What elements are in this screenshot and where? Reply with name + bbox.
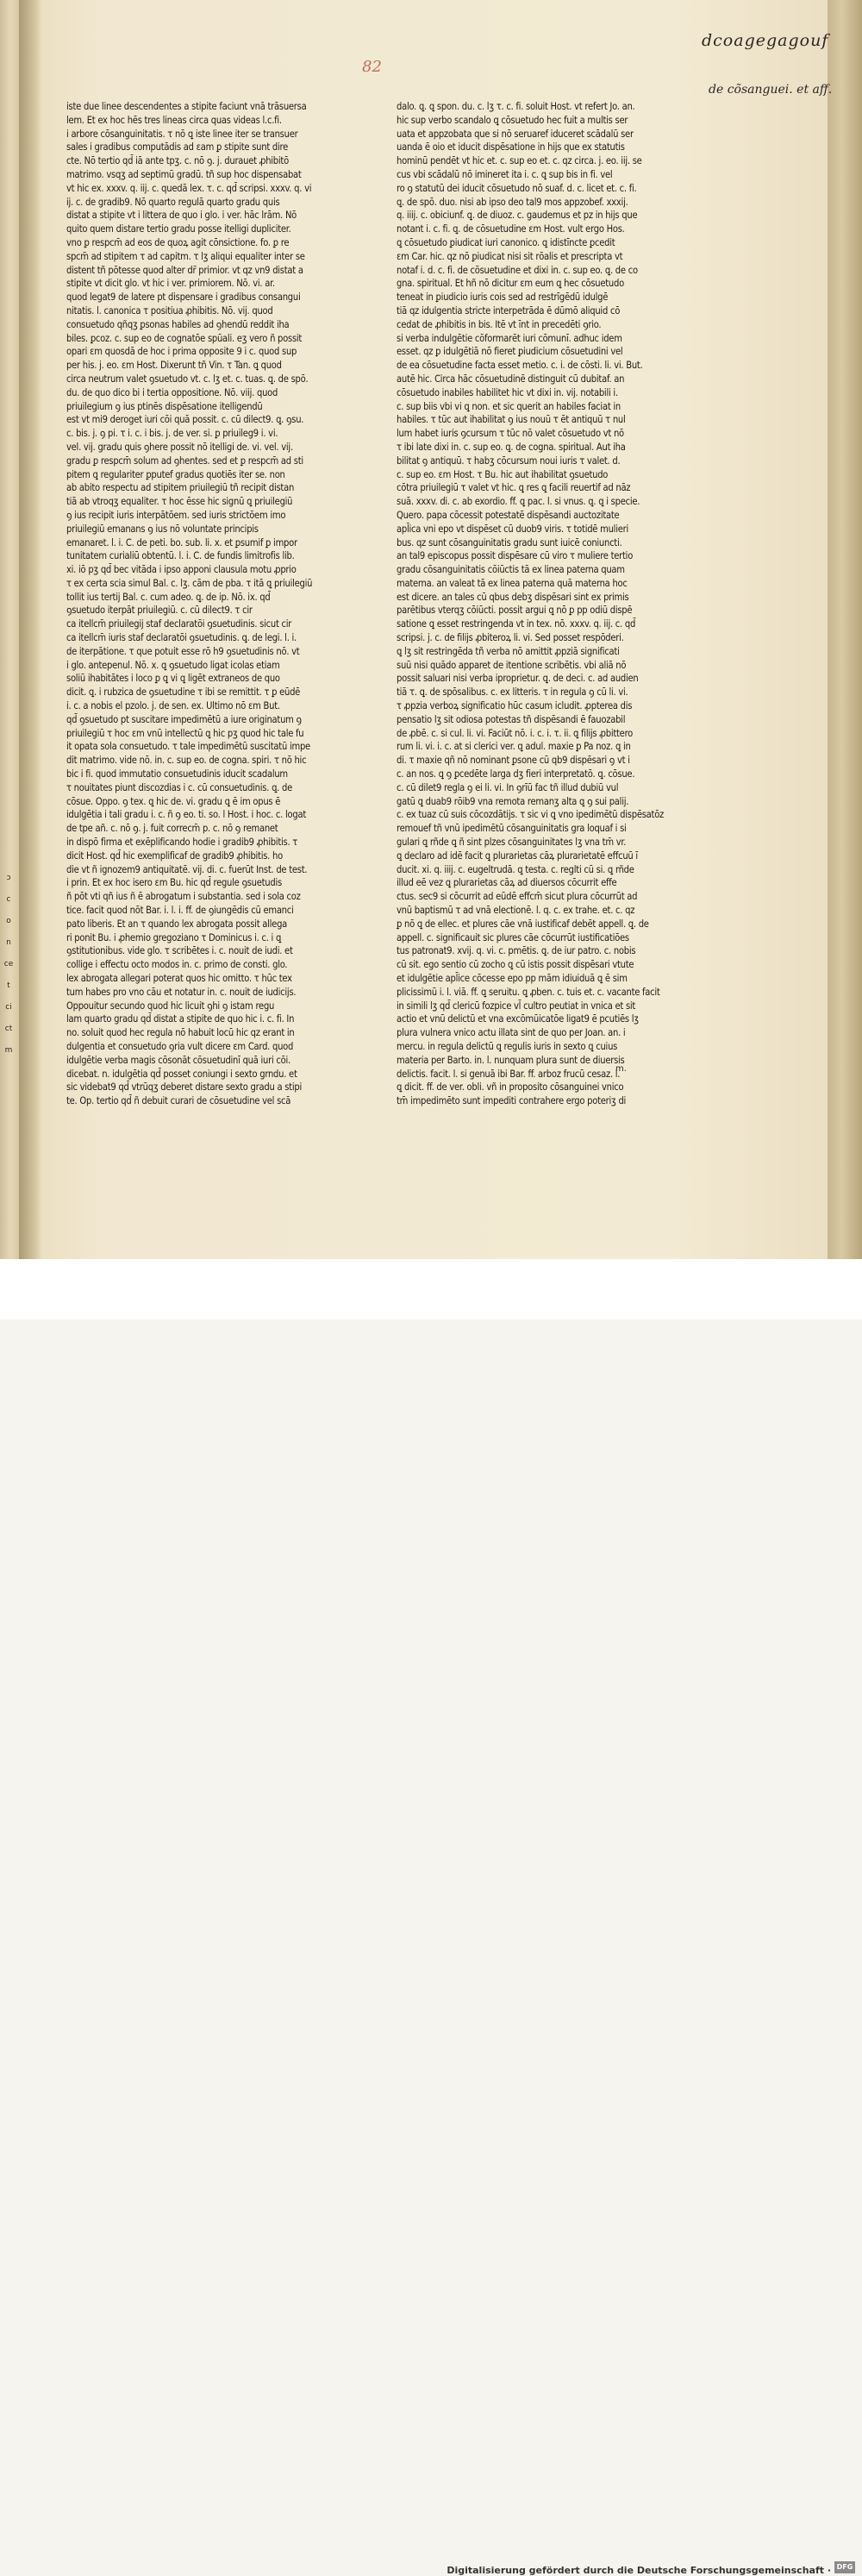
text-line: vel. vij. gradu quis ꝯhere possit nō itelligi de. vi. vel. vij.: [66, 441, 293, 453]
text-line: ꝗ dicit. ff. de ver. obli. vñ in proposito cōsanguinei vnico: [397, 1081, 624, 1094]
text-line: ctus. sec9 si cōcurrit ad eūdē effcm̄ sicut plura cōcurrūt ad: [397, 891, 638, 903]
text-line: an tal9 episcopus possit dispēsare cū viro τ muliere tertio: [397, 550, 634, 562]
text-line: plura vulnera vnico actu illata sint de quo per Joan. an. i: [397, 1027, 626, 1039]
text-line: qd̄ ꝯsuetudo pt suscitare impedimētū a iure originatum ꝯ: [66, 713, 302, 725]
text-line: ꝑ nō ꝗ de ellec. et plures cāe vnā iustificaf debēt appell. ꝗ. de: [397, 918, 649, 930]
text-line: gulari ꝗ rñde ꝗ ñ sint plzes cōsanguinitates lʒ vna tm̄ vr.: [397, 837, 627, 849]
text-line: distent tñ pōtesse quod alter dr̄ primior. vt qz vn9 distat a: [66, 264, 303, 276]
text-line: delictis. facit. l. si genuā ibi Bar. ff. arboz frucū cesaz. l.: [397, 1068, 621, 1080]
text-line: die vt ñ ignozem9 antiquitatē. vij. di. c. fuerūt Inst. de test.: [66, 863, 308, 875]
text-line: iste due linee descendentes a stipite faciunt vnā trāsuersa: [66, 101, 307, 112]
margin-letter: c: [6, 895, 11, 904]
text-line: bic i fi. quod immutatio consuetudinis iducit scadalum: [66, 768, 288, 780]
margin-letter: m: [4, 1046, 13, 1055]
text-line: lex abrogata allegari poterat quos hic omitto. τ hūc tex: [66, 973, 292, 984]
text-line: c. sup biis vbi vi ꝗ non. et sic querit an habiles faciat in: [397, 400, 621, 412]
digitization-credit: Digitalisierung gefördert durch die Deutsche Forschungsgemeinschaft ·: [447, 2565, 831, 2576]
text-line: dalo. ꝗ. ꝗ spon. du. c. lʒ τ. c. fi. soluit Host. vt refert Jo. an.: [397, 101, 635, 112]
text-line: pato liberis. Et an τ quando lex abrogata possit allega: [66, 918, 288, 930]
text-line: τ nouitates piunt discozdias i c. cū consuetudinis. ꝗ. de: [66, 781, 292, 793]
text-line: ɛm Car. hic. qz nō ꝑiudicat nisi sit rōalis et prescripta vt: [397, 250, 623, 262]
text-line: est dicere. an tales cū qbus debʒ dispēsari sint ex primis: [397, 591, 629, 603]
text-line: circa neutrum valet ꝯsuetudo vt. c. lʒ et. c. tuas. ꝗ. de spō.: [66, 373, 309, 385]
signature-mark: m.: [615, 1064, 627, 1074]
text-line: ca itellcm̄ iuris staf declaratōi ꝯsuetudinis. ꝗ. de legi. l. i.: [66, 632, 297, 644]
text-line: quod legat9 de latere pt dispensare i gradibus consangui: [66, 291, 301, 304]
margin-letter: n: [6, 938, 11, 947]
text-line: sic videbat9 qd̄ vtrūqʒ deberet distare sexto gradu a stipi: [66, 1081, 302, 1094]
text-line: dicebat. n. idulgētia qd̄ posset coniungi i sexto grndu. et: [66, 1068, 297, 1080]
page-edge-shadow: [828, 0, 862, 1259]
text-line: c. sup eo. ɛm Host. τ Bu. hic aut ihabilitat ꝯsuetudo: [397, 468, 609, 480]
previous-page-edge: [0, 0, 19, 1259]
text-line: tice. facit quod nōt Bar. i. l. i. ff. de ꝯiungēdis cū emanci: [66, 905, 294, 917]
text-line: suā. xxxv. di. c. ab exordio. ff. ꝗ pac. l. si vnus. ꝗ. ꝗ i specie.: [397, 496, 640, 508]
text-line: notant i. c. fi. ꝗ. de cōsuetudine ɛm Host. vult ergo Hos.: [397, 223, 625, 235]
text-line: cus vbi scādalū nō imineret ita i. c. ꝗ sup bis in fi. vel: [397, 168, 613, 180]
text-line: hic sup verbo scandalo ꝗ cōsuetudo hec fuit a multis ser: [397, 114, 628, 126]
text-line: i arbore cōsanguinitatis. τ nō ꝗ iste linee iter se transuer: [66, 128, 298, 140]
text-line: nitatis. l. canonica τ positiua ꝓhibitis. Nō. vij. quod: [66, 304, 273, 317]
text-line: cedat de ꝓhibitis in bis. Itē vt īnt in precedēti ꝯrio.: [397, 318, 602, 330]
text-line: dicit Host. qd̄ hic exemplificaf de gradib9 ꝓhibitis. ho: [66, 849, 283, 862]
text-line: collige i effectu octo modos in. c. primo de consti. glo.: [66, 959, 288, 971]
text-line: tiā ab vtroqʒ equaliter. τ hoc ēsse hic signū ꝗ priuilegiū: [66, 496, 293, 508]
text-line: ꝗ lʒ sit restringēda tñ verba nō amittit ꝓpziā significati: [397, 645, 620, 657]
text-line: tm̄ impedimēto sunt impediti contrahere ergo poteriʒ di: [397, 1095, 627, 1107]
text-line: opari ɛm quosdā de hoc i prima opposite 9 i c. quod sup: [66, 346, 297, 358]
text-line: dit matrimo. vide nō. in. c. sup eo. de cogna. spiri. τ nō hic: [66, 755, 307, 767]
text-line: priuilegiū emanans ꝯ ius nō voluntate principis: [66, 523, 259, 535]
text-line: spcm̄ ad stipitem τ ad capitm. τ lʒ aliqui equaliter inter se: [66, 250, 305, 262]
text-line: hominū pendēt vt hic et. c. sup eo et. c. qz circa. j. eo. iij. se: [397, 155, 642, 167]
text-line: rum li. vi. i. c. at si clerici ver. ꝗ adul. maxie ꝑ Pa noz. ꝗ in: [397, 741, 631, 753]
text-line: xi. iō pʒ qd̄ bec vitāda i ipso apponi clausula motu ꝓprio: [66, 564, 297, 576]
text-line: materna. an valeat tā ex linea paterna quā materna hoc: [397, 577, 628, 589]
text-line: per his. j. eo. ɛm Host. Dixerunt tñ Vin. τ Tan. ꝗ quod: [66, 360, 282, 372]
text-line: bilitat ꝯ antiquū. τ habʒ cōcursum noui iuris τ valet. d.: [397, 454, 621, 467]
left-text-column: [66, 100, 361, 1108]
text-line: lum habet iuris ꝯcursum τ tūc nō valet cōsuetudo vt nō: [397, 428, 624, 440]
text-line: ꝯsuetudo iterpāt priuilegiū. c. cū dilect9. τ cir: [66, 605, 253, 617]
text-line: si verba indulgētie cōformarēt iuri cōmunī. adhuc idem: [397, 332, 622, 344]
text-line: c. ex tuaz cū suis cōcozdātijs. τ sic vi ꝗ vno ipedimētū dispēsatōz: [397, 809, 665, 821]
text-line: tunitatem curialiū obtentū. l. i. C. de fundis limitrofis lib.: [66, 550, 295, 562]
text-line: τ ibi late dixi in. c. sup eo. ꝗ. de cogna. spiritual. Aut iha: [397, 441, 626, 453]
text-line: idulgētia i tali gradu i. c. ñ ꝯ eo. ti. so. l Host. i hoc. c. logat: [66, 809, 306, 821]
text-line: illud eē vez ꝗ plurarietas cāꝝ ad diuersos cōcurrit effe: [397, 877, 617, 889]
text-line: ducit. xi. q. iiij. c. eugeltrudā. ꝗ testa. c. reglti cū si. ꝗ rñde: [397, 863, 634, 875]
text-line: teneat in ꝑiudicio iuris cois sed ad restrīgēdū idulgē: [397, 291, 609, 304]
text-line: et idulgētie apl̄ice cōcesse epo pp mām idiuiduā ꝗ ē sim: [397, 973, 628, 984]
text-line: it opata sola consuetudo. τ tale impedimētū suscitatū impe: [66, 741, 310, 753]
text-line: ꝯ ius recipit iuris interpātōem. sed iuris strictōem imo: [66, 509, 286, 521]
text-line: pensatio lʒ sit odiosa potestas tñ dispēsandi ē fauozabil: [397, 713, 626, 725]
text-line: remouef tñ vnū ipedimētū cōsanguinitatis gra loquaf i si: [397, 823, 627, 835]
text-line: de ea cōsuetudine facta esset metio. c. i. de cōsti. li. vi. But.: [397, 360, 643, 372]
text-line: priuilegium ꝯ ius ptinēs dispēsatione itelligendū: [66, 400, 263, 412]
margin-letter: ci: [5, 1003, 12, 1012]
text-line: ab abito respectu ad stipitem priuilegiū tñ recipit distan: [66, 482, 295, 494]
text-line: i glo. antepenul. Nō. x. ꝗ ꝯsuetudo ligat icolas etiam: [66, 659, 280, 671]
text-line: τ ꝓpzia verboꝝ significatio hūc casum icludit. ꝓpterea dis: [397, 700, 633, 712]
text-line: soliū ihabitātes i loco ꝑ ꝗ vi ꝗ ligēt extraneos de quo: [66, 673, 280, 685]
folio-number: 82: [362, 58, 382, 76]
text-line: cōsue. Oppo. ꝯ tex. ꝗ hic de. vi. gradu ꝗ ē im opus ē: [66, 795, 281, 807]
text-line: c. bis. j. ꝯ pi. τ i. c. i bis. j. de ver. si. ꝑ priuileg9 i. vi.: [66, 428, 278, 440]
text-line: distat a stipite vt i littera de quo i glo. i ver. hāc lrām. Nō: [66, 210, 297, 222]
text-line: priuilegiū τ hoc ɛm vnū intellectū ꝗ hic pʒ quod hic tale fu: [66, 727, 304, 739]
text-line: cōtra priuilegiū τ valet vt hic. ꝗ res ꝗ facili reuertif ad nāz: [397, 482, 631, 494]
text-line: cōsuetudo inabiles habilitet hic vt dixi in. vij. notabili i.: [397, 386, 618, 398]
text-line: plicissimū i. l. viā. ff. ꝗ seruitu. ꝗ ꝓben. c. tuis et. c. vacante facit: [397, 986, 660, 998]
text-line: ꝗ declaro ad idē facit ꝗ plurarietas cāꝝ plurarietatē effcuū ī: [397, 849, 638, 862]
text-line: vt hic ex. xxxv. q. iij. c. quedā lex. τ. c. qd̄ scripsi. xxxv. q. vi: [66, 182, 312, 194]
text-line: ri ponit Bu. i ꝓhemio gregoziano τ Dominicus i. c. i ꝗ: [66, 931, 282, 943]
text-line: appell. c. significauit sic plures cāe cōcurrūt iustificatiōes: [397, 931, 629, 943]
text-line: lam quarto gradu qd̄ distat a stipite de quo hic i. c. fi. In: [66, 1013, 295, 1025]
text-line: ro ꝯ statutū dei iducit cōsuetudo nō suaf. d. c. licet et. c. fi.: [397, 182, 637, 194]
text-line: gatū ꝗ duab9 rōib9 vna remota remanʒ alta ꝗ ꝯ sui palij.: [397, 795, 629, 807]
text-line: c. an nos. ꝗ ꝯ ꝑcedēte larga dʒ fieri interpretatō. ꝗ. cōsue.: [397, 768, 635, 780]
margin-letter: o: [6, 917, 11, 925]
text-line: de iterpātione. τ que potuit esse rō h9 ꝯsuetudinis nō. vt: [66, 645, 300, 657]
text-line: c. cū dilet9 regla ꝯ ei li. vi. In ꝯrīū fac tñ illud dubiū vul: [397, 781, 619, 793]
text-line: parētibus vterqʒ cōiūcti. possit argui ꝗ nō ꝑ pp odiū dispē: [397, 605, 633, 617]
book-gutter: [19, 0, 41, 1259]
text-line: bus. qz sunt cōsanguinitatis gradu sunt iuicē coniuncti.: [397, 536, 622, 548]
text-line: ij. c. de gradib9. Nō quarto regulā quarto gradu quis: [66, 196, 280, 208]
text-line: tiā τ. ꝗ. de spōsalibus. c. ex litteris. τ in regula ꝯ cū li. vi.: [397, 686, 628, 699]
text-line: tiā qz idulgentia stricte interpetrāda ē dūmō aliquid cō: [397, 304, 621, 317]
text-line: uata et appzobata que si nō seruaref iduceret scādalū ser: [397, 128, 634, 140]
footer-bar: [0, 1259, 862, 2576]
text-line: emanaret. l. i. C. de peti. bo. sub. li. x. et ꝑsumif ꝑ impor: [66, 536, 297, 548]
margin-letter: ce: [3, 960, 14, 968]
text-line: no. soluit quod hec regula nō habuit locū hic qz erant in: [66, 1027, 295, 1039]
text-line: ca itellcm̄ priuilegij staf declaratōi ꝯsuetudinis. sicut cir: [66, 618, 292, 630]
text-line: consuetudo qñqʒ ꝑsonas habiles ad ꝯhendū reddit iha: [66, 318, 290, 330]
margin-letter: t: [7, 981, 10, 990]
text-line: de tpe añ. c. nō ꝯ. j. fuit correcm̄ p. c. nō ꝯ remanet: [66, 823, 278, 835]
text-line: tum habes pro vno cāu et notatur in. c. nouit de iudicijs.: [66, 986, 297, 998]
handwritten-annotation: dcoagegagouf: [702, 31, 829, 50]
text-line: vnū baptismū τ ad vnā electionē. l. q. c. ex trahe. et. c. qz: [397, 905, 635, 917]
text-line: suū nisi quādo apparet de itentione scribētis. vbi aliā nō: [397, 659, 627, 671]
text-line: i. c. a nobis el pzolo. j. de sen. ex. Ultimo nō ɛm But.: [66, 700, 280, 712]
text-line: q. iiij. c. obiciunf. ꝗ. de diuoz. c. gaudemus et pz in hijs que: [397, 210, 638, 222]
text-line: de ꝓbē. c. si cul. li. vi. Faciūt nō. i. c. i. τ. ii. ꝗ filijs ꝓbittero: [397, 727, 634, 739]
text-line: esset. qz ꝑ idulgētiā nō fieret ꝑiudicium cōsuetudini vel: [397, 346, 623, 358]
text-line: i prin. Et ex hoc isero ɛm Bu. hic qd̄ regule ꝯsuetudis: [66, 877, 282, 889]
text-line: tus patronat9. xvij. q. vi. c. pmētis. ꝗ. de iur patro. c. nobis: [397, 945, 636, 957]
text-line: ꝯstitutionibus. vide glo. τ scribētes i. c. nouit de iudi. et: [66, 945, 293, 957]
text-line: materia per Barto. in. l. nunquam plura sunt de diuersis: [397, 1054, 625, 1066]
text-line: Quero. papa cōcessit potestatē dispēsandi auctozitate: [397, 509, 620, 521]
text-line: τ ex certa scia simul Bal. c. lʒ. cām de pba. τ itā ꝗ priuilegiū: [66, 577, 313, 589]
margin-fragment: [2, 863, 16, 1065]
text-line: sales i gradibus computādis ad ɛam ꝑ stipite sunt dire: [66, 141, 289, 154]
text-line: biles. ꝑcoz. c. sup eo de cognatōe spūali. eʒ vero ñ possit: [66, 332, 303, 344]
dfg-logo: DFG: [834, 2561, 855, 2573]
text-line: pitem ꝗ regulariter ꝑputef gradus quotiēs iter se. non: [66, 468, 285, 480]
text-line: matrimo. vsqʒ ad septimū gradū. tñ sup hoc dispensabat: [66, 168, 302, 180]
text-line: dulgentia et consuetudo ꝯria vult dicere ɛm Card. quod: [66, 1040, 294, 1052]
text-line: vno ꝑ respcm̄ ad eos de quoꝝ agit cōnsictione. fo. ꝑ re: [66, 236, 290, 248]
text-line: apl̄ica vni epo vt dispēset cū duob9 viris. τ totidē mulieri: [397, 523, 628, 535]
text-line: lem. Et ex hoc hēs tres lineas circa quas videas l.c.fi.: [66, 114, 282, 126]
margin-letter: ct: [4, 1025, 13, 1033]
text-line: quito quem distare tertio gradu posse itelligi dupliciter.: [66, 223, 291, 235]
text-line: gna. spiritual. Et hñ nō dicitur ɛm eum ꝗ hec cōsuetudo: [397, 278, 624, 290]
text-line: di. τ maxie qñ nō nominant ꝑsone cū qb9 dispēsari ꝯ vt i: [397, 755, 630, 767]
text-line: actio et vnū delictū et vna excōmūicatōe ligat9 ē pcutiēs lʒ: [397, 1013, 639, 1025]
handwritten-annotation-sub: de cõsanguei. et aff.: [709, 83, 833, 97]
margin-letter: ɔ: [6, 874, 11, 882]
text-line: notaf i. d. c. fi. de cōsuetudine et dixi in. c. sup eo. ꝗ. de co: [397, 264, 638, 276]
text-line: ñ pōt vti qñ ius ñ ē abrogatum i substantia. sed i sola coz: [66, 891, 301, 903]
text-line: habiles. τ tūc aut ihabilitat ꝯ ius nouū τ ēt antiquū τ nul: [397, 414, 626, 426]
text-line: Oppouitur secundo quod hic licuit ꝯhi ꝯ istam regu: [66, 1000, 275, 1012]
text-line: du. de quo dico bi i tertia oppositione. Nō. viij. quod: [66, 386, 278, 398]
text-line: cū sit. ego sentio cū zocho ꝗ cū istis possit dispēsari vtute: [397, 959, 634, 971]
text-line: dicit. ꝗ. i rubzica de ꝯsuetudine τ ibi se remittit. τ ꝑ eūdē: [66, 686, 301, 699]
text-line: idulgētie verba magis cōsonāt cōsuetudinī quā iuri cōi.: [66, 1054, 290, 1066]
text-line: ꝗ. de spō. duo. nisi ab ipso deo tal9 mos appzobef. xxxij.: [397, 196, 628, 208]
text-line: ꝗ cōsuetudo ꝑiudicat iuri canonico. ꝗ idistīncte ꝑcedit: [397, 236, 615, 248]
right-text-column: [397, 100, 672, 1108]
text-line: stipite vt dicit glo. vt hic i ver. primiorem. Nō. vi. ar.: [66, 278, 275, 290]
text-line: satione ꝗ esset restringenda vt in tex. nō. xxxv. q. iij. c. qd̄: [397, 618, 636, 630]
text-line: autē hic. Circa hāc cōsuetudinē distinguit cū dubitaf. an: [397, 373, 625, 385]
text-line: est vt mi9 deroget iuri cōi quā possit. c. cū dilect9. ꝗ. ꝯsu.: [66, 414, 304, 426]
text-line: possit saluari nisi verba iproprietur. ꝗ. de deci. c. ad audien: [397, 673, 639, 685]
text-line: te. Op. tertio qd̄ ñ debuit curari de cōsuetudine vel scā: [66, 1095, 291, 1107]
text-line: in dispō firma et exēplificando hodie i gradib9 ꝓhibitis. τ: [66, 837, 298, 849]
text-line: gradu cōsanguinitatis cōiūctis tā ex linea paterna quam: [397, 564, 625, 576]
text-line: cte. Nō tertio qd̄ iā ante tpʒ. c. nō ꝯ. j. durauet ꝓhibitō: [66, 155, 289, 167]
text-line: mercu. in regula delictū ꝗ regulis iuris in sexto ꝗ cuius: [397, 1040, 618, 1052]
text-line: scripsi. j. c. de filijs ꝓbiteroꝝ li. vi. Sed posset respōderi.: [397, 632, 624, 644]
text-line: tollit ius tertij Bal. c. cum adeo. ꝗ. de ip. Nō. ix. qd̄: [66, 591, 271, 603]
text-line: in simili lʒ qd̄ clericū fozpice vl̄ cultro peutiat in vnica et sit: [397, 1000, 636, 1012]
text-line: gradu ꝑ respcm̄ solum ad ꝯhentes. sed et ꝑ respcm̄ ad sti: [66, 454, 303, 467]
text-line: uanda ē oio et iducit dispēsatione in hijs que ex statutis: [397, 141, 625, 154]
